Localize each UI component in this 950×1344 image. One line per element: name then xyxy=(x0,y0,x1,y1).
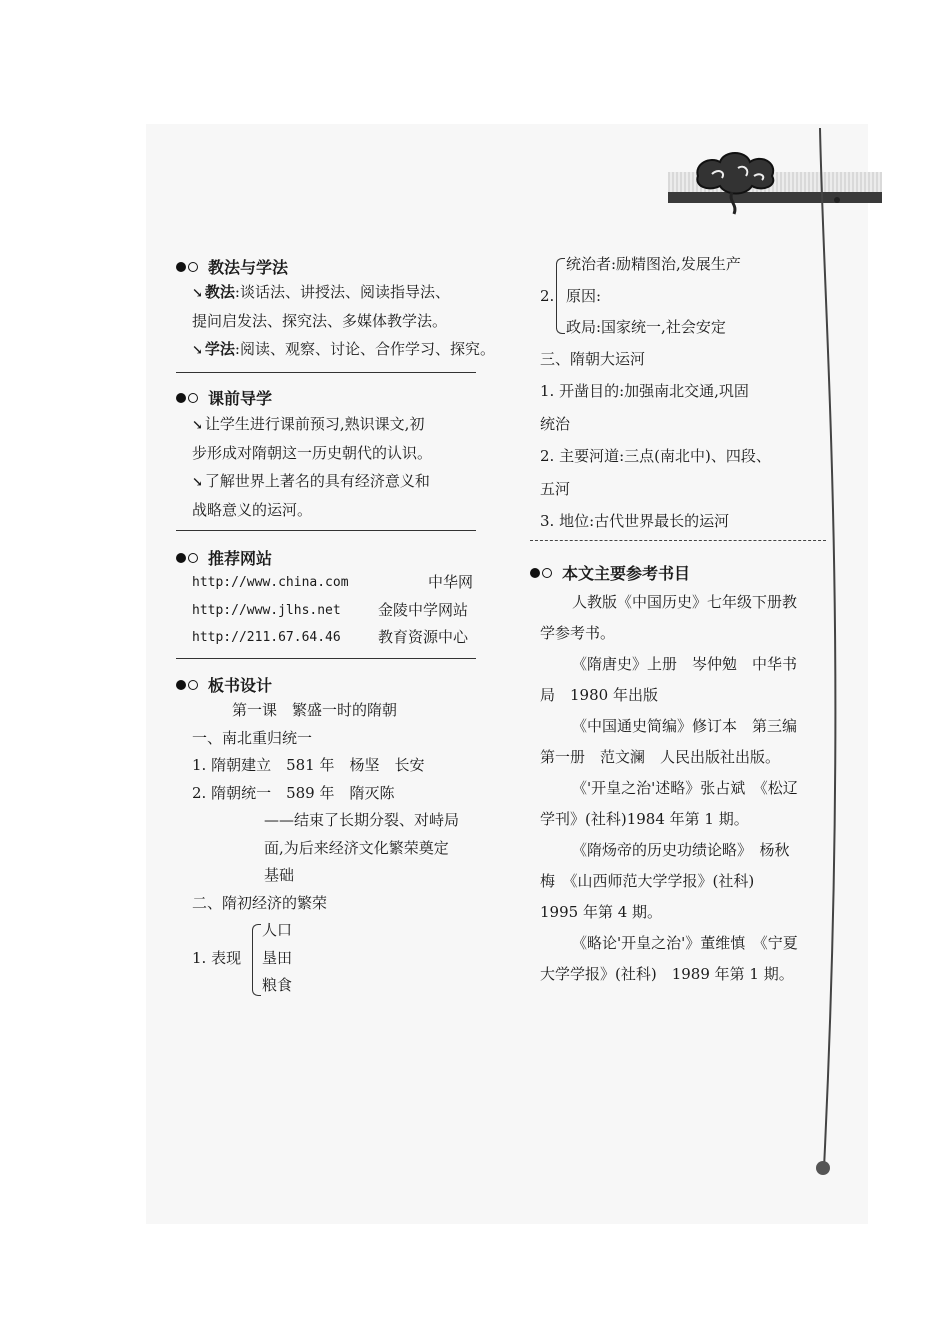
show-label: 1. 表现 xyxy=(192,949,242,967)
preview-heading-text: 课前导学 xyxy=(208,389,273,408)
ref-line: 《中国通史简编》修订本 第三编 xyxy=(572,717,798,735)
preview-item-2-line-2: 战略意义的运河。 xyxy=(192,501,313,519)
refs-heading-text: 本文主要参考书目 xyxy=(562,564,691,583)
bullet-ring-icon xyxy=(188,553,198,563)
bullet-ring-icon xyxy=(188,262,198,272)
ref-line: 大学学报》(社科) 1989 年第 1 期。 xyxy=(540,965,794,983)
teach-text-1: :谈话法、讲授法、阅读指导法、 xyxy=(234,283,450,301)
website-url[interactable]: http://211.67.64.46 xyxy=(192,630,341,645)
ref-line: 学参考书。 xyxy=(540,624,616,642)
divider xyxy=(176,372,476,373)
cloud-ornament-icon xyxy=(692,146,780,216)
bullet-dot-icon xyxy=(176,262,186,272)
methods-heading xyxy=(176,255,288,278)
bullet-ring-icon xyxy=(542,568,552,578)
board-title: 第一课 繁盛一时的隋朝 xyxy=(232,701,398,719)
bullet-dot-icon xyxy=(176,393,186,403)
preview-item-1-text: 让学生进行课前预习,熟识课文,初 xyxy=(204,415,425,433)
refs-heading xyxy=(530,561,690,584)
ref-line: 《隋炀帝的历史功绩论略》 杨秋 xyxy=(572,841,790,859)
ref-line: 《隋唐史》上册 岑仲勉 中华书 xyxy=(572,655,798,673)
preview-item-1-line-1 xyxy=(192,417,424,432)
reason-number: 2. xyxy=(540,287,555,305)
ref-line: 第一册 范文澜 人民出版社出版。 xyxy=(540,748,781,766)
ref-line: 学刊》(社科)1984 年第 1 期。 xyxy=(540,810,749,828)
arrow-icon: ↘ xyxy=(192,418,203,433)
show-item: 人口 xyxy=(262,921,293,939)
websites-heading-text: 推荐网站 xyxy=(208,549,273,568)
show-item: 垦田 xyxy=(262,949,293,967)
divider xyxy=(530,540,826,541)
teach-line-2: 提问启发法、探究法、多媒体教学法。 xyxy=(192,312,448,330)
preview-item-1-line-2: 步形成对隋朝这一历史朝代的认识。 xyxy=(192,444,433,462)
preview-item-2-text: 了解世界上著名的具有经济意义和 xyxy=(204,472,430,490)
canal-line-1a: 1. 开凿目的:加强南北交通,巩固 xyxy=(540,382,749,400)
bullet-dot-icon xyxy=(176,680,186,690)
teach-line-1 xyxy=(192,285,450,300)
board-line-4: 面,为后来经济文化繁荣奠定 xyxy=(264,839,449,857)
ref-line: 《略论'开皇之治'》董维慎 《宁夏 xyxy=(572,934,798,952)
website-name: 教育资源中心 xyxy=(378,628,469,646)
ref-line: 梅 《山西师范大学学报》(社科) xyxy=(540,872,755,890)
divider xyxy=(176,530,476,531)
board-line-5: 基础 xyxy=(264,866,295,884)
preview-item-2-line-1 xyxy=(192,474,430,489)
ref-line: 局 1980 年出版 xyxy=(540,686,658,704)
learn-label: 学法 xyxy=(204,340,235,358)
preview-heading xyxy=(176,386,272,409)
canal-line-1b: 统治 xyxy=(540,415,571,433)
divider xyxy=(176,658,476,659)
board-line-3: ——结束了长期分裂、对峙局 xyxy=(264,811,460,829)
canal-line-2a: 2. 主要河道:三点(南北中)、四段、 xyxy=(540,447,771,465)
board-section-1: 一、南北重归统一 xyxy=(192,729,313,747)
website-name: 中华网 xyxy=(428,573,474,591)
board-line-2: 2. 隋朝统一 589 年 隋灭陈 xyxy=(192,784,395,802)
reason-label: 原因: xyxy=(566,287,602,305)
websites-heading xyxy=(176,546,272,569)
brace xyxy=(252,924,261,996)
bullet-dot-icon xyxy=(530,568,540,578)
website-url[interactable]: http://www.china.com xyxy=(192,575,349,590)
learn-text: :阅读、观察、讨论、合作学习、探究。 xyxy=(234,340,495,358)
learn-line xyxy=(192,342,495,357)
bullet-ring-icon xyxy=(188,393,198,403)
ref-line: 人教版《中国历史》七年级下册教 xyxy=(572,593,798,611)
board-heading xyxy=(176,673,272,696)
reason-ruler: 统治者:励精图治,发展生产 xyxy=(566,255,741,273)
arrow-icon: ↘ xyxy=(192,343,203,358)
canal-line-2b: 五河 xyxy=(540,480,571,498)
arrow-icon: ↘ xyxy=(192,475,203,490)
margin-line xyxy=(810,128,850,1178)
methods-heading-text: 教法与学法 xyxy=(208,258,289,277)
show-item: 粮食 xyxy=(262,976,293,994)
brace xyxy=(556,258,565,334)
board-section-2: 二、隋初经济的繁荣 xyxy=(192,894,328,912)
board-line-1: 1. 隋朝建立 581 年 杨坚 长安 xyxy=(192,756,425,774)
board-section-3: 三、隋朝大运河 xyxy=(540,350,646,368)
bullet-dot-icon xyxy=(176,553,186,563)
bullet-ring-icon xyxy=(188,680,198,690)
reason-politics: 政局:国家统一,社会安定 xyxy=(566,318,726,336)
canal-line-3: 3. 地位:古代世界最长的运河 xyxy=(540,512,730,530)
board-heading-text: 板书设计 xyxy=(208,676,273,695)
website-url[interactable]: http://www.jlhs.net xyxy=(192,603,341,618)
website-name: 金陵中学网站 xyxy=(378,601,469,619)
arrow-icon: ↘ xyxy=(192,286,203,301)
ref-line: 1995 年第 4 期。 xyxy=(540,903,663,921)
teach-label: 教法 xyxy=(204,283,235,301)
ref-line: 《'开皇之治'述略》张占斌 《松辽 xyxy=(572,779,798,797)
